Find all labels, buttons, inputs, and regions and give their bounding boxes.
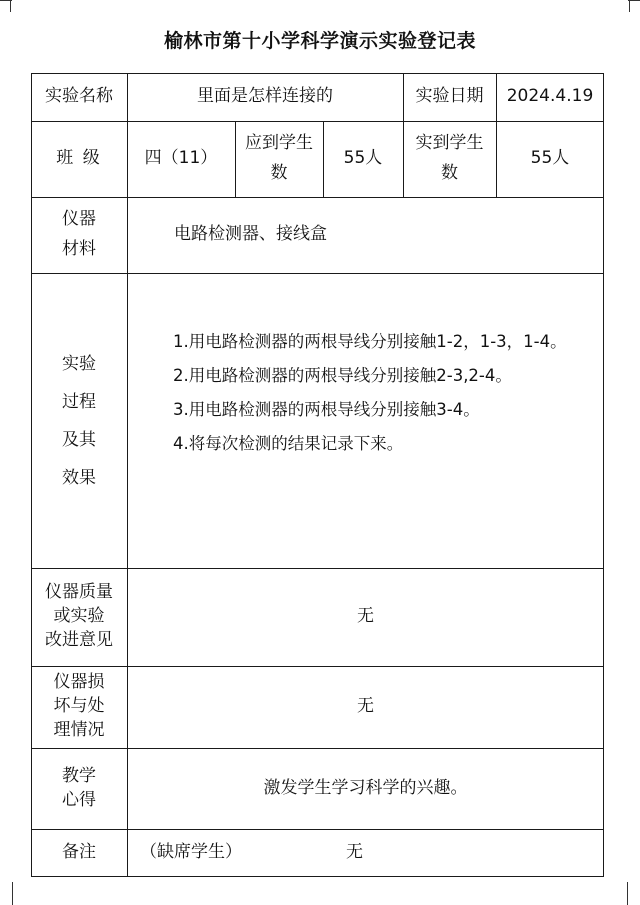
damage-label-line: 理情况 (53, 719, 105, 740)
crop-mark (629, 0, 630, 12)
expected-label-line: 数 (270, 163, 288, 183)
class-label: 班 级 (56, 148, 102, 169)
process-step: 4.将每次检测的结果记录下来。 (173, 433, 404, 453)
improvement-value: 无 (357, 606, 374, 627)
equipment-label-line: 材料 (62, 239, 96, 259)
teaching-label-line: 教学 (62, 765, 96, 786)
improvement-label-line: 改进意见 (45, 629, 113, 650)
remarks-value: 无 (346, 842, 363, 863)
crop-mark (10, 0, 11, 12)
crop-mark (627, 882, 628, 905)
equipment-label-line: 仪器 (62, 209, 96, 230)
crop-mark (12, 882, 13, 905)
experiment-name-label: 实验名称 (45, 86, 113, 107)
experiment-date-value: 2024.4.19 (506, 86, 594, 107)
equipment-label (31, 197, 127, 273)
process-label-line: 及其 (62, 429, 96, 450)
equipment-value: 电路检测器、接线盒 (174, 224, 327, 245)
damage-label (31, 666, 127, 748)
actual-students-label (403, 121, 496, 197)
improvement-label-line: 或实验 (53, 606, 105, 627)
damage-value: 无 (357, 696, 374, 717)
teaching-reflection-label (31, 748, 127, 829)
expected-students-value: 55人 (343, 148, 383, 169)
teaching-reflection-value: 激发学生学习科学的兴趣。 (263, 777, 468, 798)
process-step: 2.用电路检测器的两根导线分别接触2-3,2-4。 (173, 365, 512, 385)
remarks-label: 备注 (62, 842, 96, 863)
process-label-line: 过程 (62, 391, 96, 412)
damage-label-line: 仪器损 (53, 672, 105, 693)
teaching-label-line: 心得 (62, 789, 96, 810)
expected-students-label (235, 121, 323, 197)
experiment-name-value: 里面是怎样连接的 (197, 86, 333, 107)
experiment-date-label: 实验日期 (415, 86, 484, 107)
process-label-line: 效果 (62, 467, 96, 488)
page-title: 榆林市第十小学科学演示实验登记表 (163, 30, 476, 52)
process-steps (135, 330, 597, 466)
absent-students-label: （缺席学生） (140, 842, 242, 863)
process-label (31, 273, 127, 568)
expected-label-line: 应到学生 (245, 133, 313, 154)
actual-students-value: 55人 (530, 148, 570, 169)
actual-label-line: 实到学生 (415, 133, 484, 154)
actual-label-line: 数 (441, 163, 458, 183)
process-step: 3.用电路检测器的两根导线分别接触3-4。 (173, 399, 480, 419)
process-step: 1.用电路检测器的两根导线分别接触1-2，1-3，1-4。 (173, 332, 567, 351)
improvement-label-line: 仪器质量 (45, 582, 113, 603)
process-label-line: 实验 (62, 353, 96, 374)
damage-label-line: 坏与处 (53, 696, 105, 717)
class-value: 四（11） (144, 148, 218, 169)
improvement-label (31, 568, 127, 666)
